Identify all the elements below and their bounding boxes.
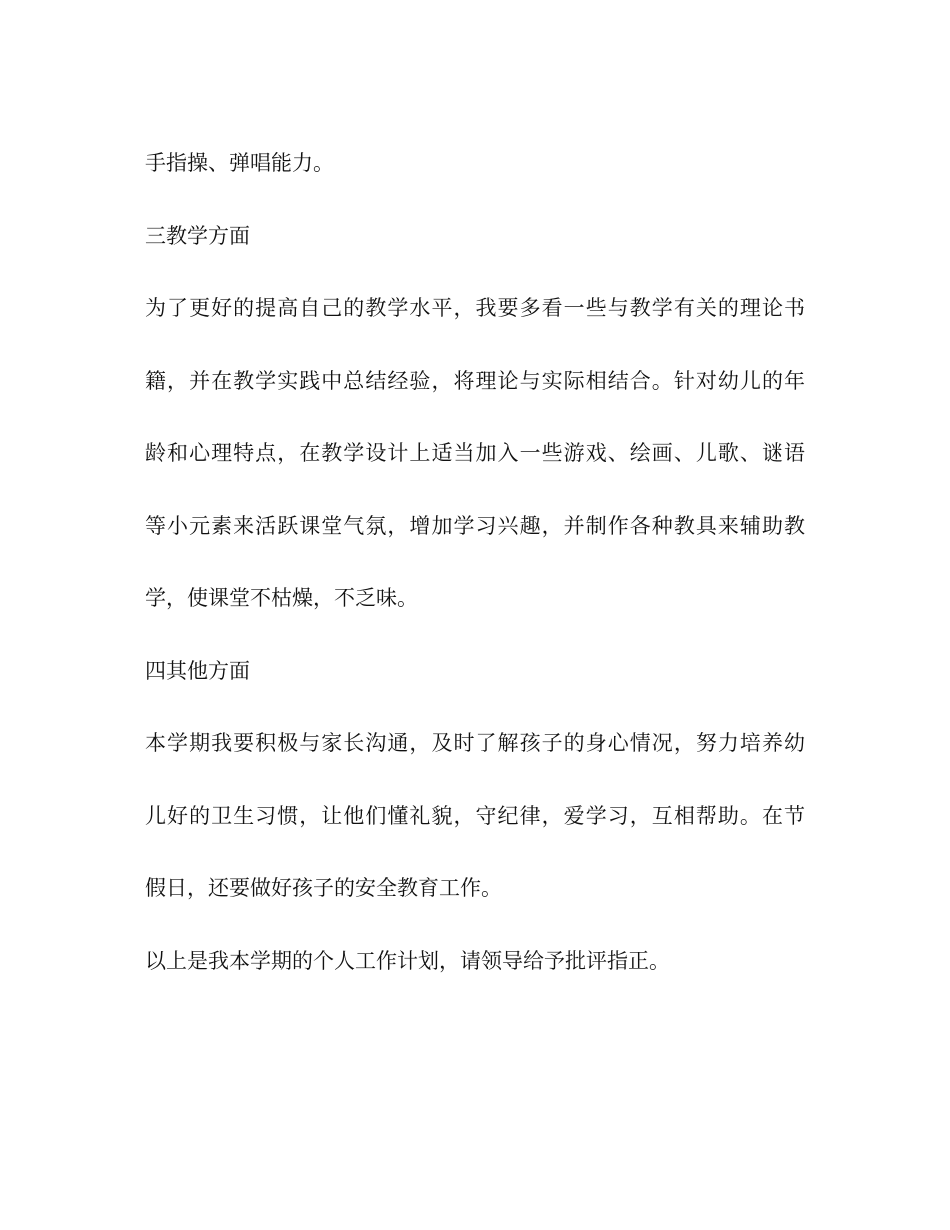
text-line-3: 为了更好的提高自己的教学水平，我要多看一些与教学有关的理论书 bbox=[145, 296, 805, 320]
text-line-1: 手指操、弹唱能力。 bbox=[145, 151, 334, 175]
document-body bbox=[145, 127, 805, 997]
text-line-10: 儿好的卫生习惯，让他们懂礼貌，守纪律，爱学习，互相帮助。在节 bbox=[145, 803, 805, 828]
text-line-11: 假日，还要做好孩子的安全教育工作。 bbox=[145, 876, 502, 900]
text-line-4: 籍，并在教学实践中总结经验，将理论与实际相结合。针对幼儿的年 bbox=[145, 368, 805, 393]
text-line-7: 学，使课堂不枯燥，不乏味。 bbox=[145, 586, 418, 610]
section-heading-other: 四其他方面 bbox=[145, 658, 250, 683]
closing-line: 以上是我本学期的个人工作计划，请领导给予批评指正。 bbox=[145, 948, 670, 973]
text-line-9: 本学期我要积极与家长沟通，及时了解孩子的身心情况，努力培养幼 bbox=[145, 731, 805, 755]
text-line-6: 等小元素来活跃课堂气氛，增加学习兴趣，并制作各种教具来辅助教 bbox=[145, 513, 805, 538]
text-line-5: 龄和心理特点，在教学设计上适当加入一些游戏、绘画、儿歌、谜语 bbox=[145, 441, 805, 465]
section-heading-teaching: 三教学方面 bbox=[145, 223, 250, 248]
